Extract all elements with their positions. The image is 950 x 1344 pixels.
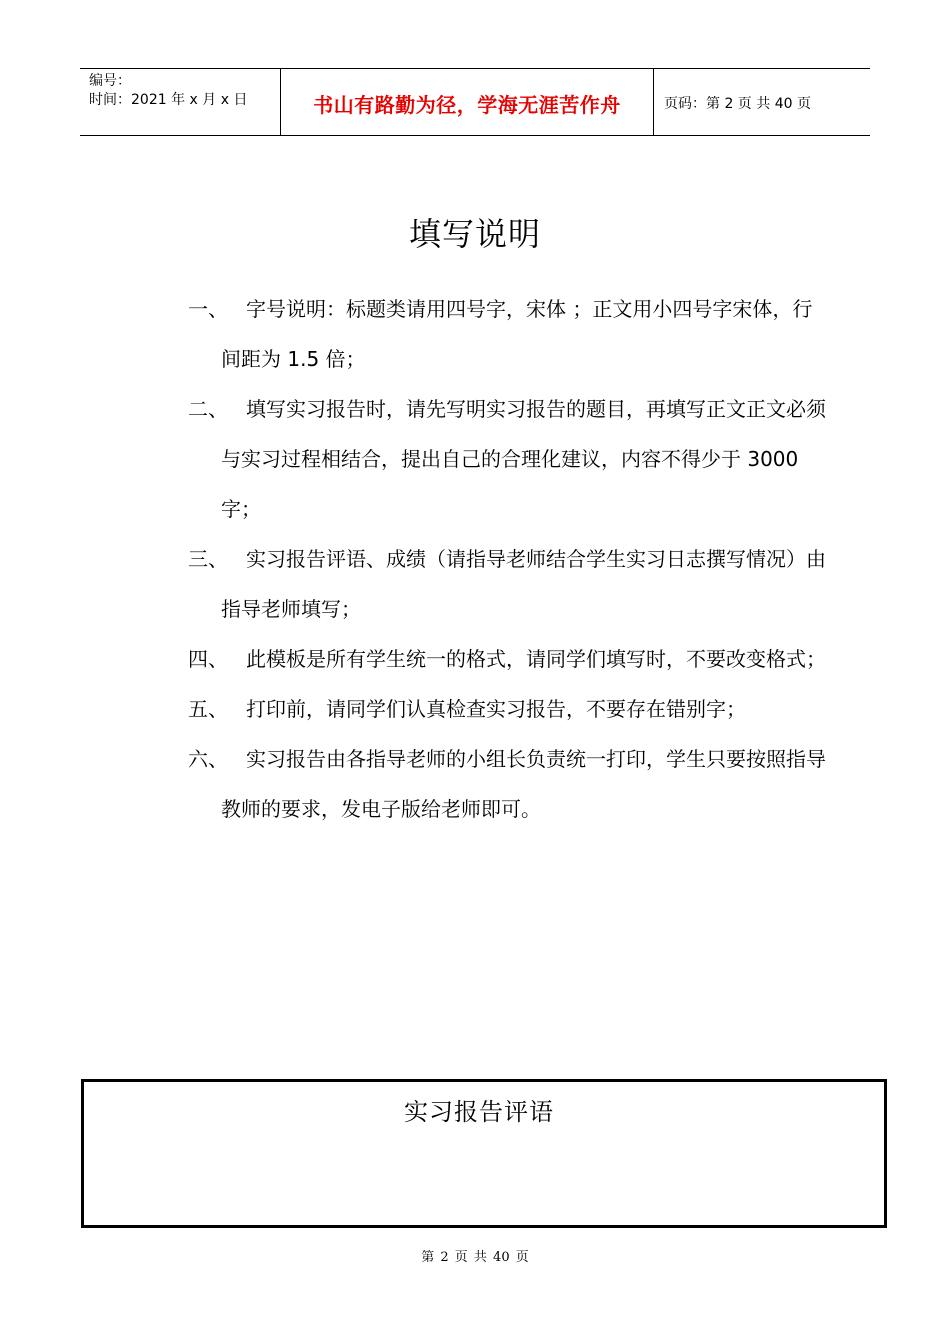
item-number: 五、 [188, 697, 228, 721]
list-item [188, 634, 828, 684]
header-page-label: 页码：第 2 页 共 40 页 [664, 96, 811, 112]
item-number: 六、 [188, 747, 228, 771]
list-item [188, 534, 828, 634]
list-item [188, 384, 828, 534]
instruction-list [188, 284, 828, 834]
document-title: 填写说明 [408, 215, 541, 253]
item-text: 实习报告由各指导老师的小组长负责统一打印，学生只要按照指导教师的要求，发电子版给老师即可。 [221, 747, 826, 821]
list-item [188, 734, 828, 834]
item-text: 填写实习报告时，请先写明实习报告的题目，再填写正文正文必须与实习过程相结合，提出自己的合理化建议，内容不得少于 3000 字； [221, 397, 826, 521]
item-text: 打印前，请同学们认真检查实习报告，不要存在错别字； [246, 697, 746, 721]
item-text: 此模板是所有学生统一的格式，请同学们填写时，不要改变格式； [246, 647, 826, 671]
item-number: 四、 [188, 647, 228, 671]
list-item [188, 284, 828, 384]
date-label: 时间：2021 年 x 月 x 日 [89, 92, 248, 108]
header-page-cell [654, 69, 870, 135]
header-motto-cell [281, 69, 654, 135]
item-number: 一、 [188, 297, 228, 321]
page-footer: 第 2 页 共 40 页 [421, 1250, 529, 1265]
item-number: 三、 [188, 547, 228, 571]
item-text: 实习报告评语、成绩（请指导老师结合学生实习日志撰写情况）由指导老师填写； [221, 547, 826, 621]
item-text: 字号说明：标题类请用四号字，宋体 ；正文用小四号字宋体，行间距为 1.5 倍； [221, 297, 813, 371]
number-label: 编号： [89, 73, 131, 89]
motto-text: 书山有路勤为径，学海无涯苦作舟 [313, 92, 621, 117]
comment-box-title: 实习报告评语 [404, 1098, 554, 1126]
header-info-cell [80, 69, 281, 135]
list-item [188, 684, 828, 734]
item-number: 二、 [188, 397, 228, 421]
page-header [80, 68, 870, 136]
comment-box [81, 1079, 887, 1228]
